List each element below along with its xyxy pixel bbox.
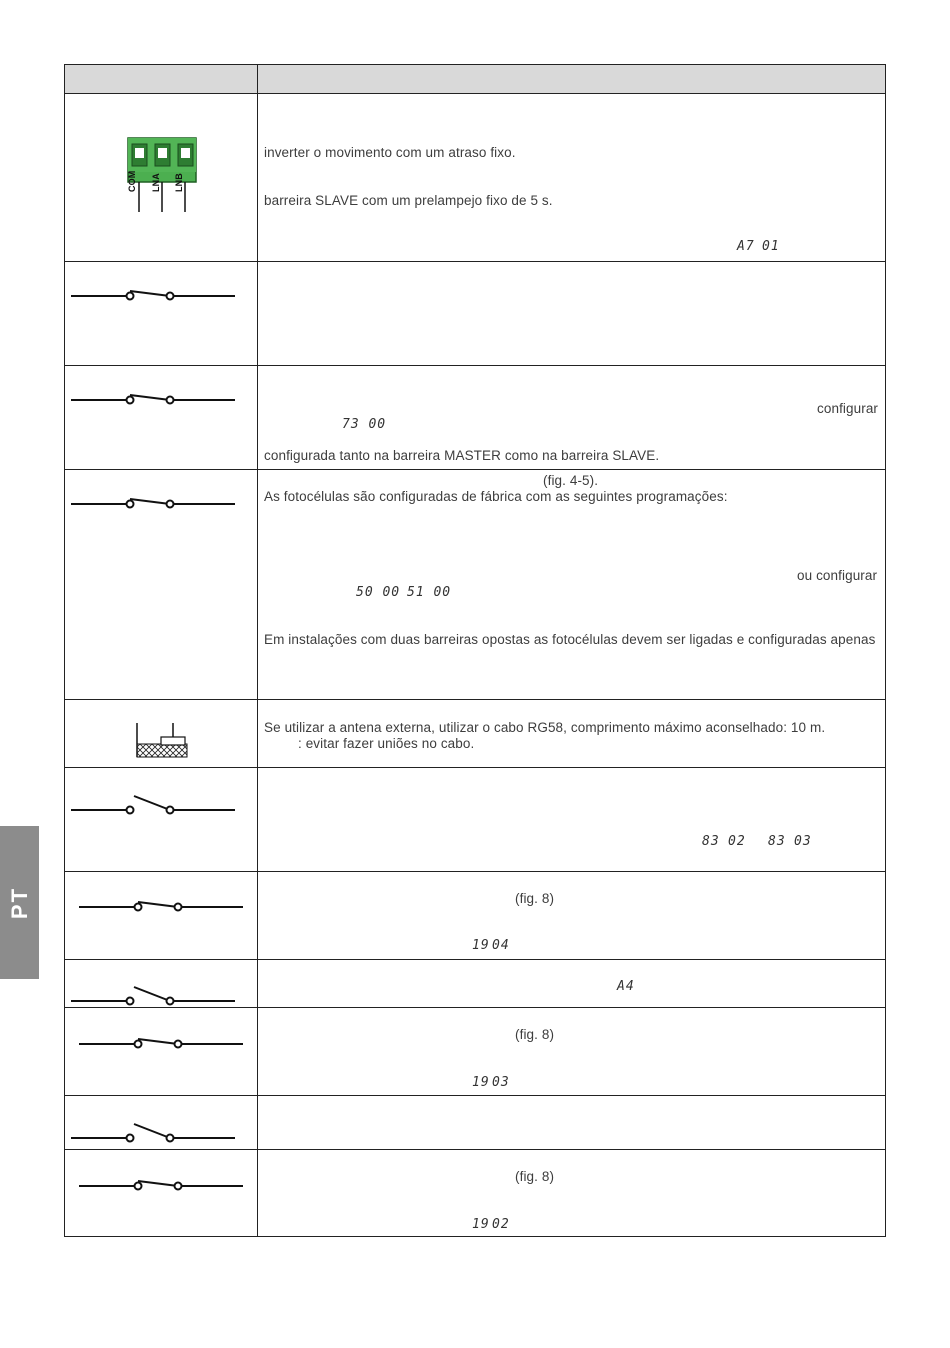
row5-text-1: Se utilizar a antena externa, utilizar o cabo RG58, comprimento máximo aconselhado: 10 m. (264, 720, 826, 735)
row6-code-1: 83 (702, 834, 720, 849)
row-divider (65, 871, 885, 872)
open-contact-icon (70, 983, 236, 1011)
row7-code-2: 04 (492, 938, 510, 953)
open-contact-icon (70, 1120, 236, 1148)
row1-text-2: barreira SLAVE com um prelampejo fixo de 5 s. (264, 193, 553, 208)
closed-contact-icon (70, 286, 236, 306)
closed-contact-icon (78, 1034, 244, 1054)
row7-text-1: (fig. 8) (515, 891, 555, 906)
row-divider (65, 93, 885, 94)
row9-code-2: 03 (492, 1075, 510, 1090)
row6-code-3: 83 (768, 834, 786, 849)
table-header (65, 65, 885, 93)
row1-code-1: A7 (737, 239, 755, 254)
row-divider (65, 699, 885, 700)
row9-text-1: (fig. 8) (515, 1027, 555, 1042)
row-divider (65, 1095, 885, 1096)
row3-code-1: 73 00 (342, 417, 387, 432)
terminal-label-lna: LNA (151, 173, 161, 192)
row-divider (65, 767, 885, 768)
row11-code-2: 02 (492, 1217, 510, 1232)
row1-code-2: 01 (762, 239, 780, 254)
column-divider (257, 65, 258, 1236)
terminal-label-lnb: LNB (174, 173, 184, 192)
row4-text-4: Em instalações com duas barreiras opostas as fotocélulas devem ser ligadas e configuradas apenas (264, 632, 876, 647)
language-tab-label: PT (6, 886, 32, 919)
row8-code-1: A4 (617, 979, 635, 994)
row5-text-2: : evitar fazer uniões no cabo. (298, 736, 475, 751)
row11-code-1: 19 (472, 1217, 490, 1232)
row7-code-1: 19 (472, 938, 490, 953)
closed-contact-icon (70, 390, 236, 410)
row-divider (65, 261, 885, 262)
row4-code-2: 51 00 (407, 585, 452, 600)
row11-text-1: (fig. 8) (515, 1169, 555, 1184)
row4-code-1: 50 00 (356, 585, 401, 600)
language-tab (0, 826, 39, 979)
row1-text-1: inverter o movimento com um atraso fixo. (264, 145, 516, 160)
antenna-icon (134, 720, 190, 760)
row4-text-3: ou configurar (797, 568, 878, 583)
closed-contact-icon (70, 494, 236, 514)
row9-code-1: 19 (472, 1075, 490, 1090)
row6-code-4: 03 (794, 834, 812, 849)
closed-contact-icon (78, 897, 244, 917)
closed-contact-icon (78, 1176, 244, 1196)
open-contact-icon (70, 792, 236, 820)
terminal-label-com: COM (127, 170, 137, 192)
row-divider (65, 365, 885, 366)
row3-text-1: configurar (817, 401, 879, 416)
row6-code-2: 02 (728, 834, 746, 849)
row3-text-2: configurada tanto na barreira MASTER como na barreira SLAVE. (264, 448, 660, 463)
row4-text-2: As fotocélulas são configuradas de fábrica com as seguintes programações: (264, 489, 728, 504)
row4-text-1: (fig. 4-5). (543, 473, 599, 488)
row-divider (65, 469, 885, 470)
row-divider (65, 1149, 885, 1150)
row-divider (65, 959, 885, 960)
